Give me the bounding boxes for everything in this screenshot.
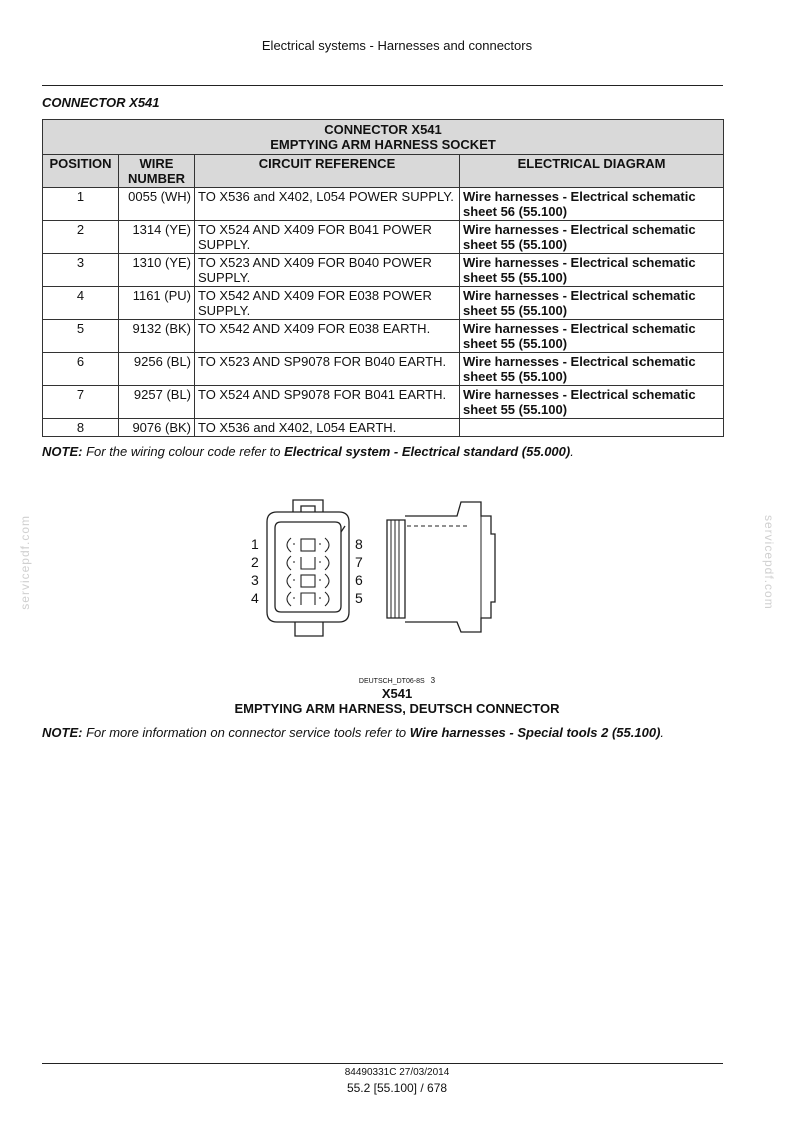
cell-circuit: TO X542 AND X409 FOR E038 EARTH.: [195, 320, 460, 353]
table-row: [43, 188, 724, 221]
figure-caption-subtitle: EMPTYING ARM HARNESS, DEUTSCH CONNECTOR: [234, 701, 560, 716]
cell-position: 2: [43, 221, 119, 254]
cell-position: 5: [43, 320, 119, 353]
cell-circuit: TO X524 AND X409 FOR B041 POWER SUPPLY.: [195, 221, 460, 254]
cell-circuit: TO X523 AND X409 FOR B040 POWER SUPPLY.: [195, 254, 460, 287]
pin-label-5: 5: [355, 590, 363, 606]
col-header-wire-line1: WIRE: [139, 156, 174, 171]
cell-wire: 9257 (BL): [119, 386, 195, 419]
cell-wire: 9256 (BL): [119, 353, 195, 386]
cell-position: 3: [43, 254, 119, 287]
page-header: Electrical systems - Harnesses and connectors: [261, 38, 533, 53]
note-link[interactable]: Wire harnesses - Special tools 2 (55.100): [409, 725, 661, 740]
connector-front-view: [267, 500, 349, 636]
table-title-line1: CONNECTOR X541: [324, 122, 442, 137]
cell-wire: 1310 (YE): [119, 254, 195, 287]
cell-circuit: TO X536 and X402, L054 EARTH.: [195, 419, 460, 437]
cell-diagram-link[interactable]: Wire harnesses - Electrical schematic sheet 55 (55.100): [460, 353, 724, 386]
note-end: .: [660, 725, 665, 740]
table-title-line2: EMPTYING ARM HARNESS SOCKET: [270, 137, 496, 152]
cell-diagram-link[interactable]: Wire harnesses - Electrical schematic sheet 55 (55.100): [460, 254, 724, 287]
watermark-right: servicepdf.com: [762, 515, 776, 610]
cell-wire: 0055 (WH): [119, 188, 195, 221]
watermark-left: servicepdf.com: [18, 515, 32, 610]
cell-diagram-link[interactable]: Wire harnesses - Electrical schematic sheet 55 (55.100): [460, 386, 724, 419]
note-link[interactable]: Electrical system - Electrical standard (55.000): [284, 444, 571, 459]
cell-wire: 9132 (BK): [119, 320, 195, 353]
header-rule: [42, 85, 723, 86]
pin-label-6: 6: [355, 572, 363, 588]
col-header-diagram: ELECTRICAL DIAGRAM: [460, 155, 724, 188]
figure-ref-code: DEUTSCH_DT06-8S: [358, 678, 425, 685]
col-header-position: POSITION: [43, 155, 119, 188]
footer-page-number: 55.2 [55.100] / 678: [346, 1081, 448, 1095]
note-wiring-colour: [42, 444, 574, 459]
cell-circuit: TO X524 AND SP9078 FOR B041 EARTH.: [195, 386, 460, 419]
footer-rule: [42, 1063, 723, 1064]
cell-wire: 1314 (YE): [119, 221, 195, 254]
col-header-wire: [119, 155, 195, 188]
cell-circuit: TO X542 AND X409 FOR E038 POWER SUPPLY.: [195, 287, 460, 320]
cell-diagram-link[interactable]: Wire harnesses - Electrical schematic sheet 55 (55.100): [460, 287, 724, 320]
section-title: CONNECTOR X541: [42, 95, 160, 110]
footer-doc-id: 84490331C 27/03/2014: [344, 1067, 450, 1078]
cell-circuit: TO X523 AND SP9078 FOR B040 EARTH.: [195, 353, 460, 386]
note-label: NOTE:: [42, 725, 83, 740]
pin-label-4: 4: [251, 590, 259, 606]
cell-diagram-link[interactable]: Wire harnesses - Electrical schematic sheet 56 (55.100): [460, 188, 724, 221]
cell-diagram-link[interactable]: Wire harnesses - Electrical schematic sheet 55 (55.100): [460, 320, 724, 353]
cell-position: 7: [43, 386, 119, 419]
figure-ref-number: 3: [430, 676, 436, 685]
table-title: [43, 120, 724, 155]
figure-caption-title: X541: [381, 686, 413, 701]
note-text: For more information on connector service tools refer to: [86, 725, 407, 740]
cell-position: 6: [43, 353, 119, 386]
pin-label-2: 2: [251, 554, 259, 570]
note-text: For the wiring colour code refer to: [86, 444, 281, 459]
table-row: [43, 320, 724, 353]
pin-label-3: 3: [251, 572, 259, 588]
note-end: .: [570, 444, 574, 459]
cell-diagram-link[interactable]: Wire harnesses - Electrical schematic sheet 55 (55.100): [460, 221, 724, 254]
col-header-circuit: CIRCUIT REFERENCE: [195, 155, 460, 188]
cell-diagram-link: [460, 419, 724, 437]
cell-position: 1: [43, 188, 119, 221]
connector-drawing: [245, 490, 515, 650]
note-service-tools: [42, 725, 664, 740]
col-header-wire-line2: NUMBER: [127, 171, 186, 186]
connector-table: [42, 119, 724, 437]
pin-label-7: 7: [355, 554, 363, 570]
table-row: [43, 419, 724, 437]
table-row: [43, 221, 724, 254]
cell-wire: 9076 (BK): [119, 419, 195, 437]
table-row: [43, 353, 724, 386]
table-row: [43, 287, 724, 320]
note-label: NOTE:: [42, 444, 83, 459]
cell-position: 8: [43, 419, 119, 437]
pin-label-8: 8: [355, 536, 363, 552]
connector-side-view: [387, 502, 495, 632]
cell-wire: 1161 (PU): [119, 287, 195, 320]
cell-circuit: TO X536 and X402, L054 POWER SUPPLY.: [195, 188, 460, 221]
figure-reference: [0, 676, 794, 685]
table-row: [43, 254, 724, 287]
cell-position: 4: [43, 287, 119, 320]
pin-label-1: 1: [251, 536, 259, 552]
table-row: [43, 386, 724, 419]
